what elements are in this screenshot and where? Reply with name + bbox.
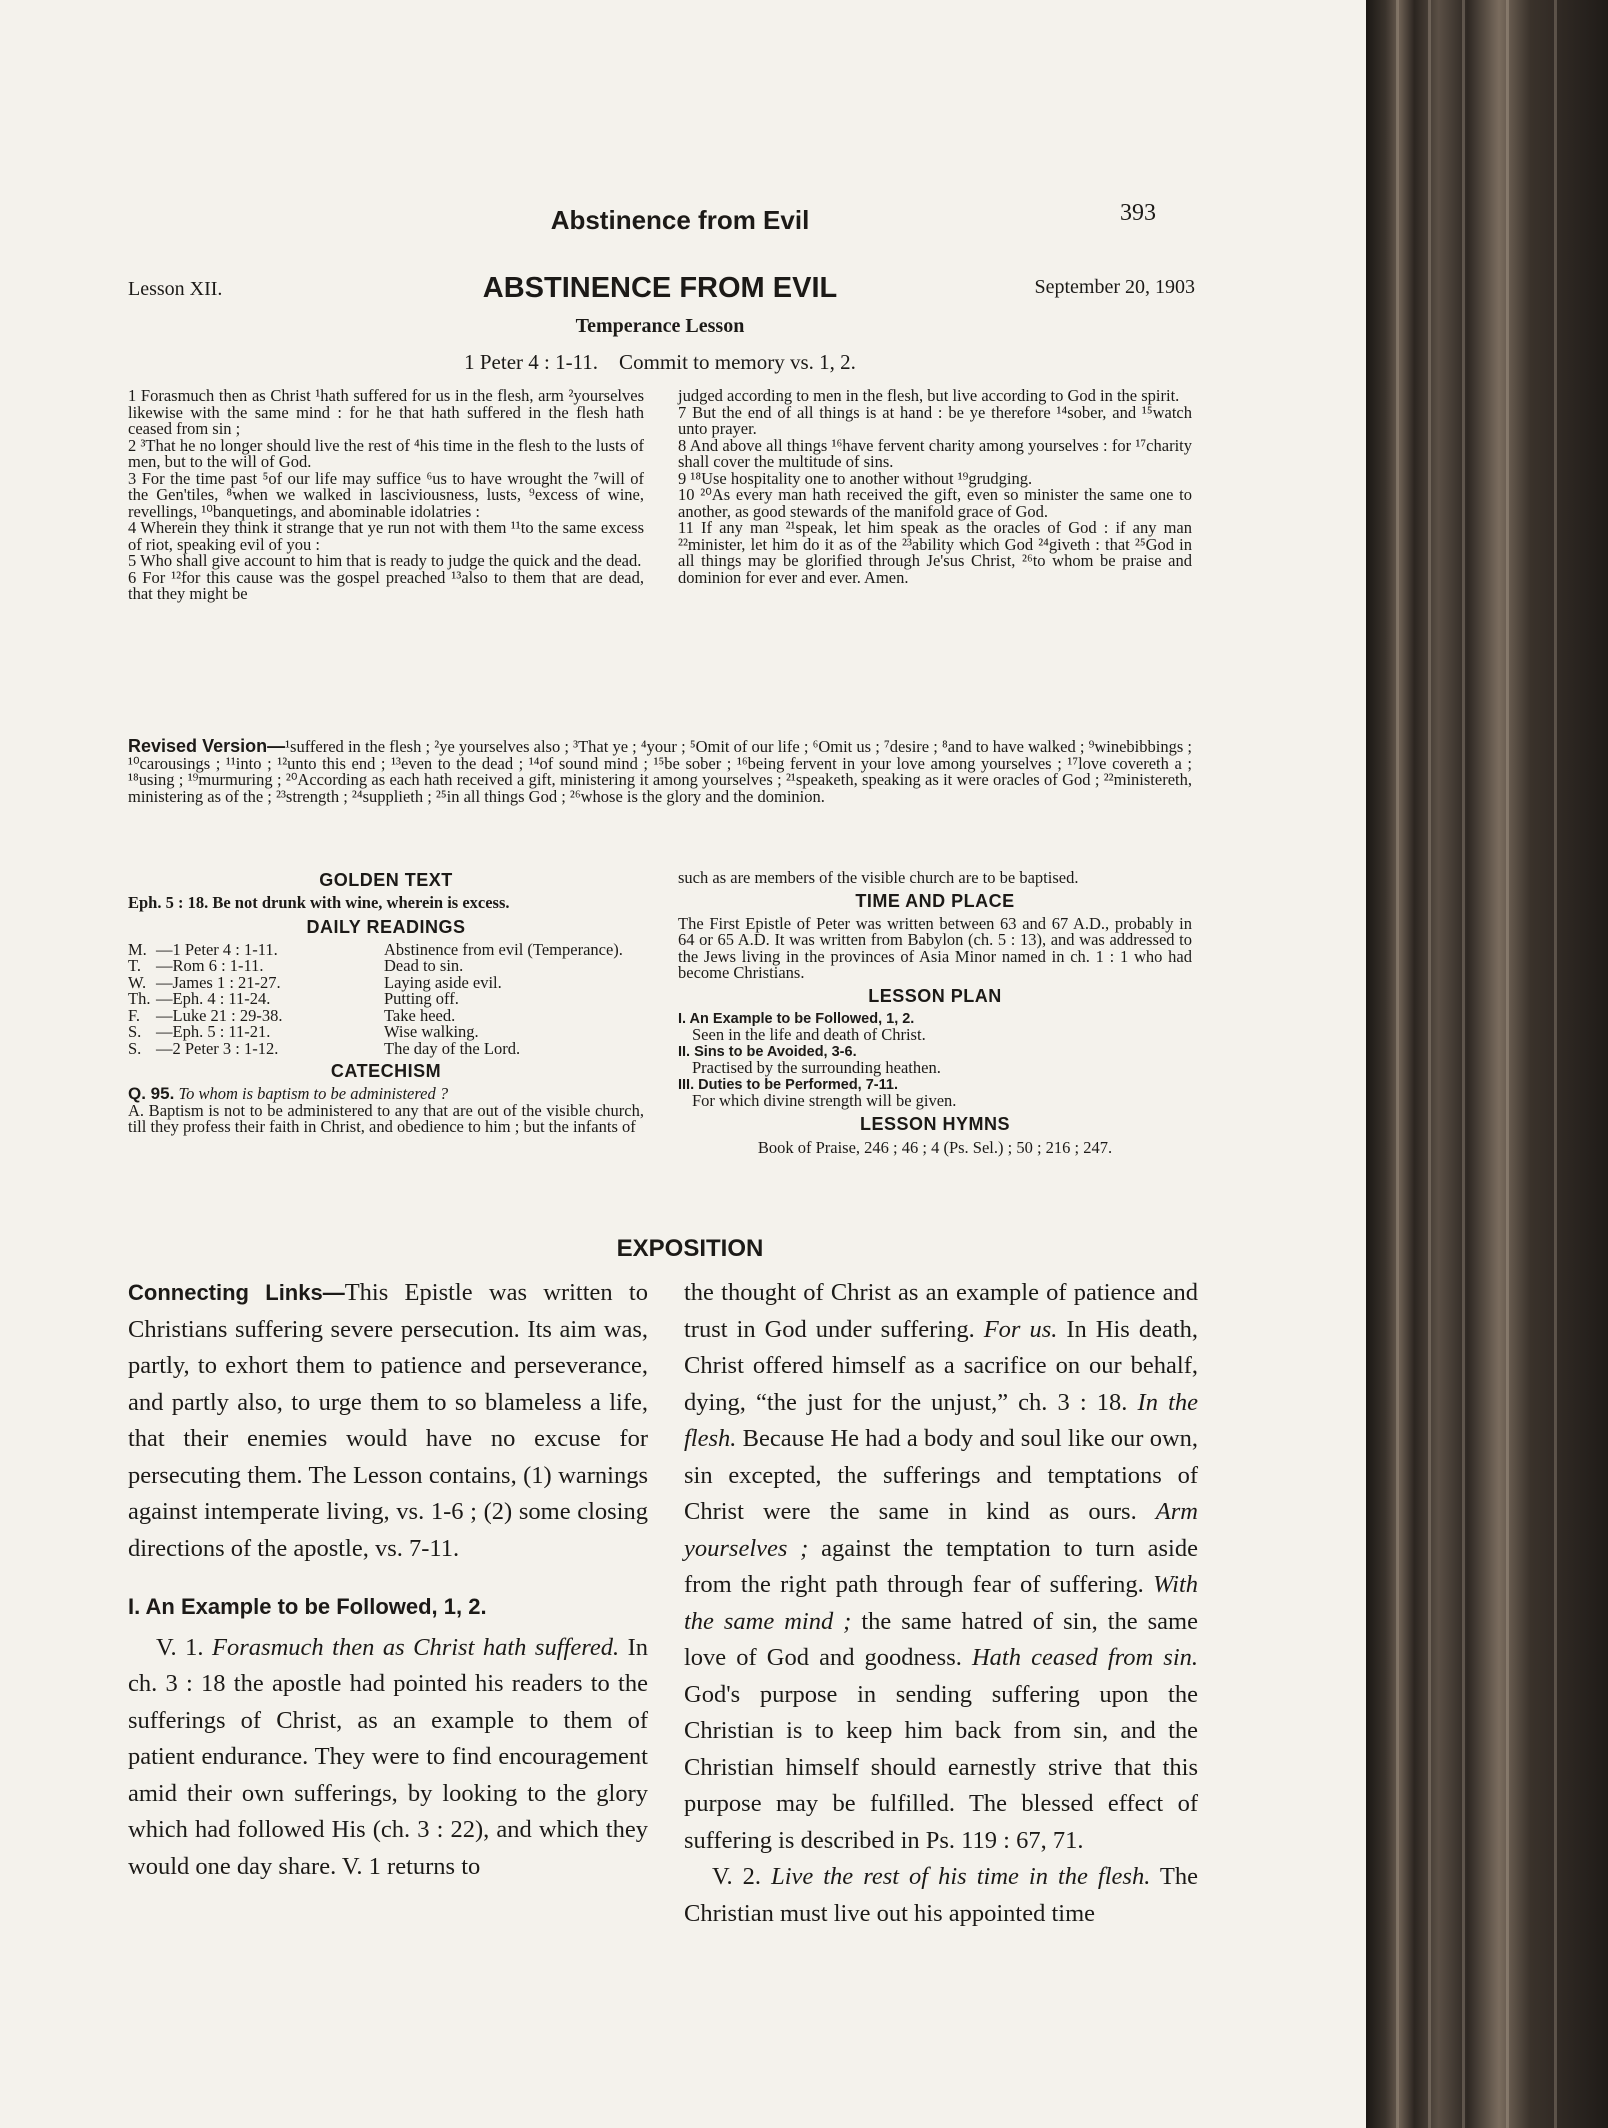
daily-readings-heading: DAILY READINGS <box>306 916 466 937</box>
exposition-heading: EXPOSITION <box>616 1235 764 1262</box>
plan-item-desc: Practised by the surrounding heathen. <box>692 1058 941 1077</box>
plan-item-title: III. Duties to be Performed, 7-11. <box>678 1076 898 1093</box>
plan-item-title: I. An Example to be Followed, 1, 2. <box>678 1010 915 1027</box>
lesson-subtitle: Temperance Lesson <box>575 315 745 337</box>
verse: 2 ³That he no longer should live the rest of ⁴his time in the flesh to the lusts of men, but to the will of God. <box>128 435 644 471</box>
catechism-question: Q. 95. To whom is baptism to be administered ? <box>128 1084 449 1103</box>
verse: 10 ²⁰As every man hath received the gift, even so minister the same one to another, as good stewards of the manifold grace of God. <box>678 485 1192 521</box>
verse: 4 Wherein they think it strange that ye run not with them ¹¹to the same excess of riot, speaking evil of you : <box>128 518 644 554</box>
running-head-title: Abstinence from Evil <box>550 205 810 235</box>
book-spine-edge <box>1366 0 1608 2128</box>
lesson-plan <box>678 1011 1192 1110</box>
verse: 7 But the end of all things is at hand : be ye therefore ¹⁴sober, and ¹⁵watch unto prayer. <box>678 402 1192 438</box>
lesson-title: ABSTINENCE FROM EVIL <box>482 272 838 304</box>
page-number: 393 <box>1120 200 1156 226</box>
lesson-helps-left <box>128 870 644 1136</box>
scripture-right-column <box>678 388 1192 586</box>
reading-row: S. —Eph. 5 : 11-21. Wise walking. <box>128 1022 479 1041</box>
reading-row: Th. —Eph. 4 : 11-24. Putting off. <box>128 989 459 1008</box>
lesson-hymns-heading: LESSON HYMNS <box>859 1113 1011 1134</box>
verse: judged according to men in the flesh, but live according to God in the spirit. <box>678 386 1180 405</box>
verse: 5 Who shall give account to him that is ready to judge the quick and the dead. <box>128 551 642 570</box>
plan-item-desc: For which divine strength will be given. <box>692 1091 957 1110</box>
exposition-right-column <box>684 1275 1198 1932</box>
verse: 11 If any man ²¹speak, let him speak as the oracles of God : if any man ²²minister, let him do it as of the ²³ability which God ²⁴giveth : that ²⁵God in all things may be glorified through Je'sus Christ, ²⁶to whom be praise and dominion for ever and ever. Amen. <box>678 518 1192 587</box>
reading-row: T. —Rom 6 : 1-11. Dead to sin. <box>128 956 464 975</box>
daily-readings-table <box>128 939 644 1058</box>
time-and-place-heading: TIME AND PLACE <box>855 890 1015 911</box>
revised-version-text: ¹suffered in the flesh ; ²ye yourselves also ; ³That ye ; ⁴your ; ⁵Omit of our life ; ⁶Omit us ; ⁷desire ; ⁸and to have walked ; ⁹winebibbings ; ¹⁰carousings ; ¹¹into ; ¹²unto this end ; ¹³even to the dead ; ¹⁴of sound mind ; ¹⁵be sober ; ¹⁶being fervent in your love among yourselves ; ¹⁷love covereth a ; ¹⁸using ; ¹⁹murmuring ; ²⁰According as each hath received a gift, ministering it among yourselves ; ²¹speaketh, speaking as it were oracles of God ; ²²ministereth, ministering as of the ; ²³strength ; ²⁴supplieth ; ²⁵in all things God ; ²⁶whose is the glory and the dominion. <box>128 737 1192 806</box>
reading-row: M. —1 Peter 4 : 1-11. Abstinence from evil (Temperance). <box>128 939 623 959</box>
golden-text: Eph. 5 : 18. Be not drunk with wine, wherein is excess. <box>128 893 510 912</box>
reading-row: W. —James 1 : 21-27. Laying aside evil. <box>128 972 502 992</box>
verse-one-paragraph: V. 1. Forasmuch then as Christ hath suffered. In ch. 3 : 18 the apostle had pointed his readers to the sufferings of Christ, as an example to them of patient endurance. They were to find encouragement amid their own sufferings, by looking to the glory which had followed His (ch. 3 : 22), and which they would one day share. V. 1 returns to <box>128 1633 649 1880</box>
golden-text-heading: GOLDEN TEXT <box>319 870 453 890</box>
lesson-plan-heading: LESSON PLAN <box>868 985 1002 1006</box>
lesson-number: Lesson XII. <box>128 278 223 300</box>
section-heading: I. An Example to be Followed, 1, 2. <box>128 1594 487 1619</box>
verse: 6 For ¹²for this cause was the gospel preached ¹³also to them that are dead, that they might be <box>128 567 644 603</box>
verse-two-paragraph: V. 2. Live the rest of his time in the flesh. The Christian must live out his appointed time <box>684 1863 1198 1927</box>
catechism-answer-continued: such as are members of the visible church are to be baptised. <box>678 868 1079 887</box>
connecting-links-label: Connecting Links— <box>128 1280 345 1305</box>
lesson-hymns-text: Book of Praise, 246 ; 46 ; 4 (Ps. Sel.) ; 50 ; 216 ; 247. <box>757 1137 1113 1157</box>
scripture-left-column <box>128 388 644 603</box>
catechism-heading: CATECHISM <box>330 1061 442 1081</box>
reading-row: F. —Luke 21 : 29-38. Take heed. <box>128 1005 456 1025</box>
exposition-left-column <box>128 1275 648 1885</box>
verse: 3 For the time past ⁵of our life may suffice ⁶us to have wrought the ⁷will of the Gen'tiles, ⁸when we walked in lasciviousness, lusts, ⁹excess of wine, revellings, ¹⁰banquetings, and abominable idolatries : <box>128 468 644 521</box>
catechism-answer: A. Baptism is not to be administered to any that are out of the visible church, till they profess their faith in Christ, and obedience to him ; but the infants of <box>128 1100 644 1136</box>
lesson-date: September 20, 1903 <box>1034 276 1195 298</box>
connecting-links: Connecting Links—This Epistle was written to Christians suffering severe persecution. Its aim was, partly, to exhort them to patience and perseverance, and partly also, to urge them to so blameless a life, that their enemies would have no excuse for persecuting them. The Lesson contains, (1) warnings against intemperate living, vs. 1-6 ; (2) some closing directions of the apostle, vs. 7-11. <box>128 1279 648 1562</box>
exposition-paragraph: the thought of Christ as an example of patience and trust in God under suffering. For us. In His death, Christ offered himself as a sacrifice on our behalf, dying, “the just for the unjust,” ch. 3 : 18. In the flesh. Because He had a body and soul like our own, sin excepted, the sufferings and temptations of Christ were the same in kind as ours. Arm yourselves ; against the temptation to turn aside from the right path through fear of suffering. With the same mind ; the same hatred of sin, the same love of God and goodness. Hath ceased from sin. God's purpose in sending suffering upon the Christian is to keep him back from sin, and the Christian himself should earnestly strive that this purpose may be fulfilled. The blessed effect of suffering is described in Ps. 119 : 67, 71. <box>684 1279 1199 1854</box>
plan-item-title: II. Sins to be Avoided, 3-6. <box>678 1043 857 1060</box>
plan-item-desc: Seen in the life and death of Christ. <box>692 1025 926 1044</box>
reading-row: S. —2 Peter 3 : 1-12. The day of the Lord. <box>128 1038 521 1058</box>
revised-version-label: Revised Version— <box>128 736 286 756</box>
verse: 8 And above all things ¹⁶have fervent charity among yourselves : for ¹⁷charity shall cover the multitude of sins. <box>678 435 1192 471</box>
verse: 9 ¹⁸Use hospitality one to another without ¹⁹grudging. <box>678 468 1033 488</box>
lesson-helps-right <box>678 870 1192 1156</box>
time-and-place-text: The First Epistle of Peter was written between 63 and 67 A.D., probably in 64 or 65 A.D. It was written from Babylon (ch. 5 : 13), and was addressed to the Jews living in the provinces of Asia Minor named in ch. 1 : 1 who had become Christians. <box>678 913 1192 982</box>
verse: 1 Forasmuch then as Christ ¹hath suffered for us in the flesh, arm ²yourselves likewise with the same mind : for he that hath suffered in the flesh hath ceased from sin ; <box>128 386 644 438</box>
scripture-reference: 1 Peter 4 : 1-11. Commit to memory vs. 1, 2. <box>464 350 856 374</box>
revised-version <box>128 738 1192 805</box>
